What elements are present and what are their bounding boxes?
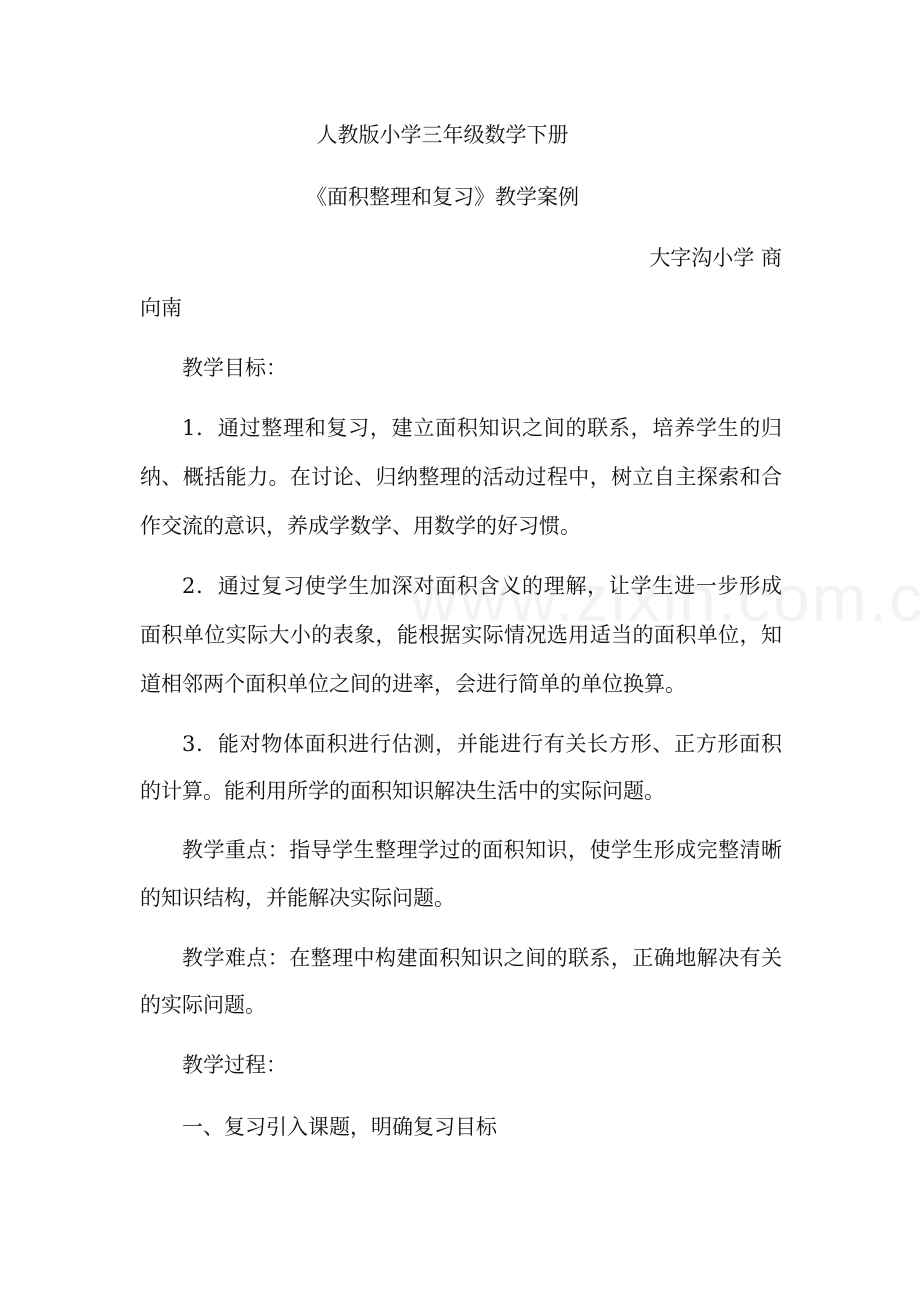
goal1-line-1: 1．通过整理和复习，建立面积知识之间的联系，培养学生的归: [182, 416, 782, 440]
author-line-2: 向南: [140, 296, 182, 320]
title-line-1: 人教版小学三年级数学下册: [316, 123, 569, 147]
difficulties-line-2: 的实际问题。: [140, 993, 266, 1017]
title-line-2: 《面积整理和复习》教学案例: [306, 185, 579, 209]
key-points-line-1: 教学重点：指导学生整理学过的面积知识，使学生形成完整清晰: [182, 838, 782, 862]
goals-heading: 教学目标：: [182, 356, 287, 380]
goal1-line-3: 作交流的意识，养成学数学、用数学的好习惯。: [140, 514, 581, 538]
goal2-line-1: 2．通过复习使学生加深对面积含义的理解，让学生进一步形成: [182, 574, 782, 598]
goal2-line-3: 道相邻两个面积单位之间的进率，会进行简单的单位换算。: [140, 672, 686, 696]
difficulties-line-1: 教学难点：在整理中构建面积知识之间的联系，正确地解决有关: [182, 946, 782, 970]
key-points-line-2: 的知识结构，并能解决实际问题。: [140, 886, 455, 910]
author-line-1: 大字沟小学 商: [649, 246, 782, 270]
goal2-line-2: 面积单位实际大小的表象，能根据实际情况选用适当的面积单位，知: [140, 623, 782, 647]
section1-heading: 一、复习引入课题，明确复习目标: [182, 1115, 497, 1139]
goal3-line-2: 的计算。能利用所学的面积知识解决生活中的实际问题。: [140, 779, 665, 803]
goal3-line-1: 3．能对物体面积进行估测，并能进行有关长方形、正方形面积: [182, 732, 782, 756]
goal1-line-2: 纳、概括能力。在讨论、归纳整理的活动过程中，树立自主探索和合: [140, 465, 782, 489]
process-heading: 教学过程：: [182, 1053, 287, 1077]
